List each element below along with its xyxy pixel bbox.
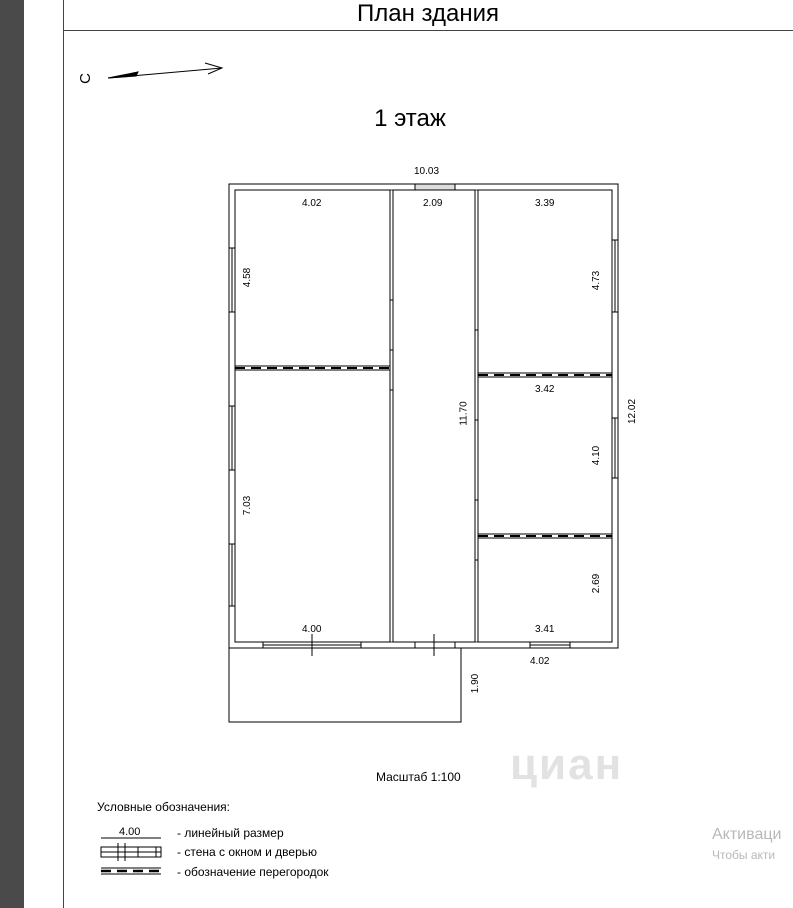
- outer-walls: [229, 184, 618, 648]
- dim-overall-width: 10.03: [414, 166, 440, 177]
- north-arrow-icon: [108, 63, 222, 78]
- dim-corridor-length: 11.70: [458, 401, 470, 426]
- legend-wall-window-icon: [101, 843, 161, 861]
- floor-title: 1 этаж: [374, 105, 446, 132]
- watermark-logo: циан: [510, 740, 624, 789]
- dim-room4-width: 3.42: [535, 384, 555, 395]
- sheet-title: План здания: [356, 0, 499, 27]
- legend-item-partition: - обозначение перегородок: [177, 865, 329, 879]
- dim-room4-height: 4.10: [591, 445, 603, 466]
- dim-overall-height: 12.02: [627, 398, 639, 425]
- partitions: [235, 366, 612, 538]
- legend-title: Условные обозначения:: [97, 800, 230, 814]
- dim-right-bottom-width: 4.02: [530, 656, 550, 667]
- rooms: [235, 190, 612, 642]
- legend-item-wall: - стена с окном и дверью: [177, 845, 318, 859]
- left-rooms-block: [235, 190, 390, 642]
- dim-room1-width: 4.02: [302, 198, 322, 209]
- dim-room2-height: 7.03: [242, 495, 254, 516]
- dim-room2-width: 4.00: [302, 624, 322, 635]
- legend-item-dimension: - линейный размер: [177, 826, 284, 840]
- windows: [229, 184, 618, 648]
- dim-porch-depth: 1.90: [470, 673, 482, 694]
- north-label: С: [76, 73, 94, 84]
- dim-room5-width: 3.41: [535, 624, 555, 635]
- activation-watermark-text: Чтобы акти: [712, 848, 776, 862]
- dim-room1-height: 4.58: [242, 267, 254, 288]
- dim-room3-height: 4.73: [591, 270, 603, 291]
- dim-room3-width: 3.39: [535, 198, 555, 209]
- scale-label: Масштаб 1:100: [376, 770, 461, 784]
- porch: [229, 648, 461, 722]
- dim-room5-height: 2.69: [591, 573, 603, 594]
- legend-partition-icon: [101, 868, 161, 874]
- doors: [312, 300, 478, 656]
- legend-dim-sample: 4.00: [119, 826, 141, 838]
- activation-watermark-title: Активаци: [712, 826, 782, 843]
- dim-corridor-width: 2.09: [423, 198, 443, 209]
